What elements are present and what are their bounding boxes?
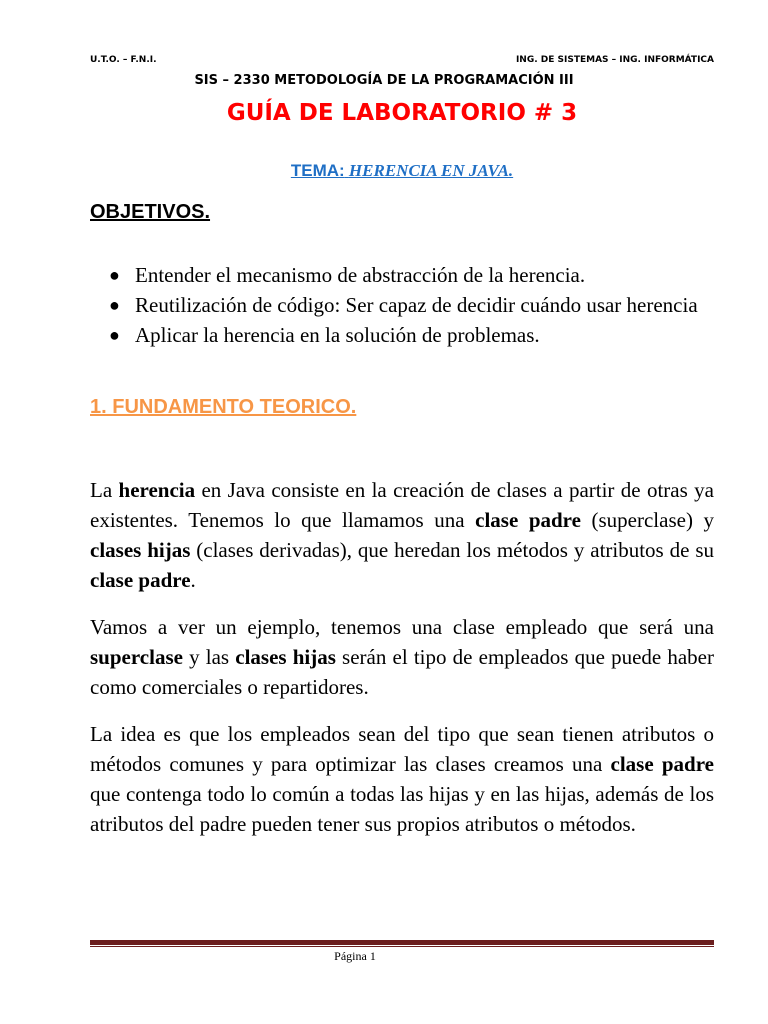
- bullet-icon: ●: [109, 295, 120, 315]
- header-institution: U.T.O. – F.N.I.: [90, 55, 157, 65]
- topic-value: HERENCIA EN JAVA.: [348, 161, 514, 180]
- list-item: [106, 260, 706, 290]
- objectives-list: [106, 260, 706, 350]
- text-run: serán el tipo de empleados que puede haber como comerciales o repartidores.: [90, 645, 714, 699]
- page-number: Página 1: [334, 949, 376, 963]
- bullet-icon: ●: [109, 325, 120, 345]
- text-run: La idea es que los empleados sean del tipo que sean tienen atributos o métodos comunes y para optimizar las clases creamos una: [90, 722, 714, 776]
- bold-term: clase padre: [90, 568, 191, 592]
- objective-text: Reutilización de código: Ser capaz de decidir cuándo usar herencia: [135, 293, 698, 317]
- guide-title: GUÍA DE LABORATORIO # 3: [226, 100, 578, 126]
- section-heading: 1. FUNDAMENTO TEORICO.: [90, 396, 357, 418]
- bold-term: superclase: [90, 645, 183, 669]
- text-run: que contenga todo lo común a todas las hijas y en las hijas, además de los atributos del padre pueden tener sus propios atributos o métodos.: [90, 782, 714, 836]
- objectives-heading: OBJETIVOS.: [90, 201, 211, 223]
- text-run: Vamos a ver un ejemplo, tenemos una clase empleado que será una: [90, 615, 714, 639]
- text-run: .: [190, 568, 196, 592]
- course-title: SIS – 2330 METODOLOGÍA DE LA PROGRAMACIÓN III: [194, 73, 574, 88]
- text-run: y las: [182, 645, 236, 669]
- bullet-icon: ●: [109, 265, 120, 285]
- paragraph-herencia: [90, 475, 714, 595]
- topic-line: [0, 161, 768, 181]
- text-run: La: [90, 478, 119, 502]
- bold-term: clase padre: [475, 508, 581, 532]
- paragraph-ejemplo: [90, 612, 714, 702]
- header-department: ING. DE SISTEMAS – ING. INFORMÁTICA: [515, 55, 714, 65]
- objective-text: Entender el mecanismo de abstracción de la herencia.: [135, 263, 586, 287]
- bold-term: clases hijas: [90, 538, 191, 562]
- bold-term: clase padre: [610, 752, 714, 776]
- text-run: (superclase) y: [580, 508, 714, 532]
- list-item: [106, 320, 706, 350]
- text-run: (clases derivadas), que heredan los métodos y atributos de su: [190, 538, 714, 562]
- bold-term: herencia: [118, 478, 196, 502]
- footer-rule: [90, 940, 714, 945]
- paragraph-idea: [90, 719, 714, 839]
- footer-rule-thin: [90, 946, 714, 947]
- objective-text: Aplicar la herencia en la solución de problemas.: [135, 323, 540, 347]
- bold-term: clases hijas: [235, 645, 336, 669]
- topic-label: TEMA:: [290, 161, 345, 180]
- list-item: [106, 290, 706, 320]
- text-run: en Java consiste en la creación de clases a partir de otras ya existentes. Tenemos lo que llamamos una: [90, 478, 714, 532]
